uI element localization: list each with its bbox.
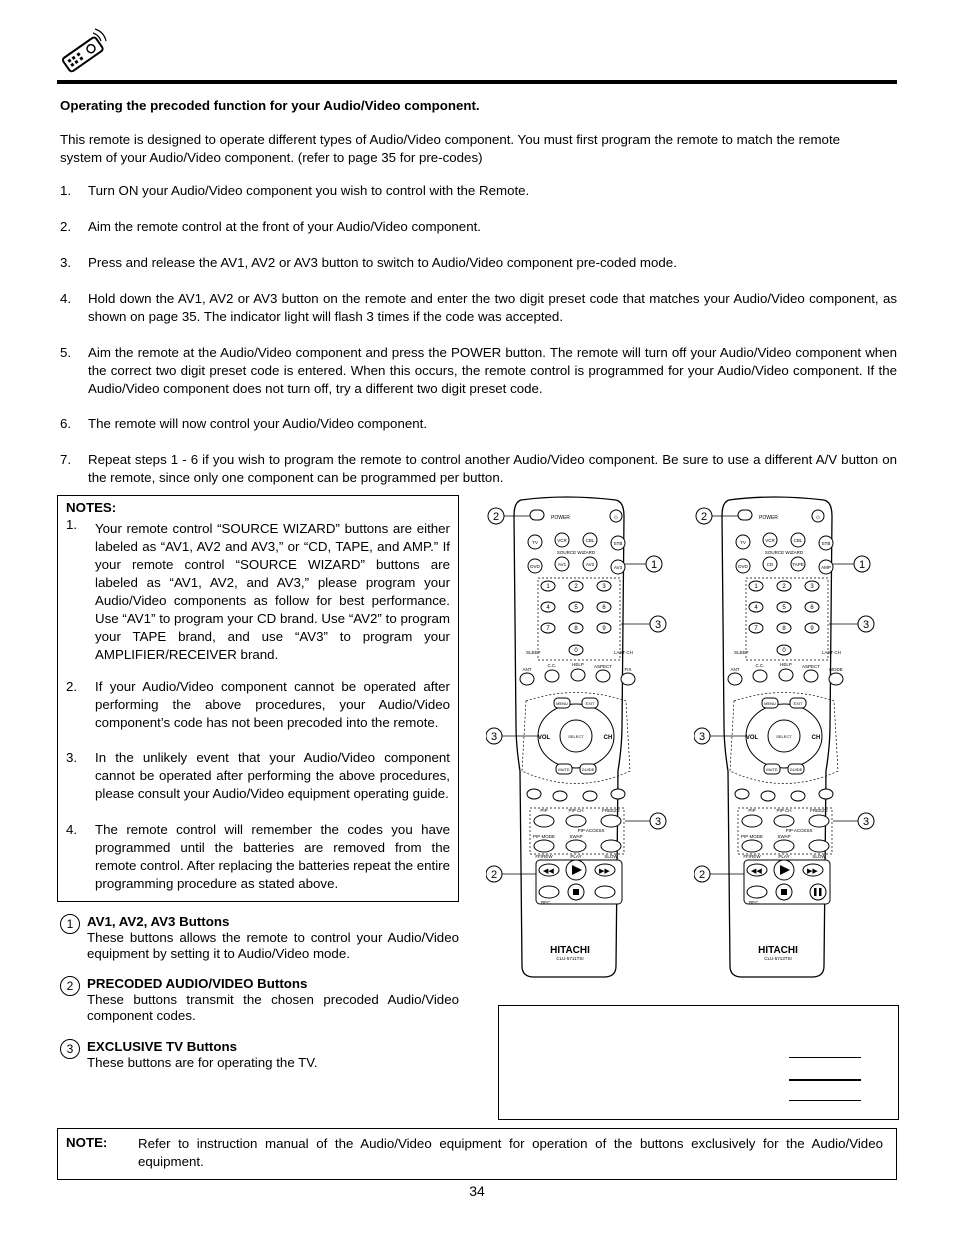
svg-text:ANT: ANT (522, 667, 532, 672)
svg-text:ANT: ANT (730, 667, 740, 672)
note-label: NOTE: (66, 1135, 108, 1150)
svg-text:HELP: HELP (780, 662, 792, 667)
remote-diagram-av (486, 496, 676, 981)
svg-text:SELECT: SELECT (568, 734, 584, 739)
remote-diagram-cd-tape-amp (694, 496, 884, 981)
svg-text:VOL: VOL (537, 735, 551, 741)
callout-marker: 1 (60, 914, 80, 934)
step-item (60, 415, 897, 433)
stop-icon (573, 889, 579, 895)
step-number: 2. (60, 219, 72, 234)
svg-text:PIP MODE: PIP MODE (741, 834, 763, 839)
svg-text:8: 8 (574, 626, 578, 632)
svg-text:EXIT: EXIT (793, 701, 803, 706)
svg-text:TAPE: TAPE (792, 562, 804, 567)
blank-info-box (498, 1005, 899, 1120)
svg-text:1: 1 (858, 559, 866, 571)
step-item (60, 254, 897, 272)
svg-text:SWAP: SWAP (777, 834, 791, 839)
step-text: Aim the remote at the Audio/Video component and press the POWER button. The remote will turn off your Audio/Video component when the correct two digit preset code is entered. When this occurs, the remote control is programmed for your Audio/Video component. If the Audio/Video component does not turn off, try a different two digit preset code. (88, 345, 897, 396)
svg-text:TV: TV (532, 540, 538, 545)
callout-marker (858, 616, 874, 632)
step-number: 6. (60, 416, 72, 431)
callout-marker (854, 556, 870, 572)
callout-marker (696, 508, 712, 524)
blank-line (789, 1100, 861, 1101)
step-item (60, 344, 897, 398)
svg-text:3: 3 (490, 731, 498, 743)
svg-text:2: 2 (700, 511, 708, 523)
svg-text:SLEEP: SLEEP (526, 650, 541, 655)
svg-text:1: 1 (754, 584, 758, 590)
model-label: CLU-5711TSI (556, 956, 584, 961)
svg-text:GUIDE: GUIDE (789, 767, 803, 772)
svg-text:FF/REW: FF/REW (535, 854, 553, 859)
note-text: Your remote control “SOURCE WIZARD” buttons are either labeled as “AV1, AV2 and AV3,” or “CD, TAPE, and AMP.” If your remote control “SOURCE WIZARD” buttons are labeled as “AV1, AV2, and AV3,” please program your Audio/Video components as follow for best performance. Use “AV1” to program your CD brand. Use “AV2” to program your TAPE brand, and use “AV3” to program your AMPLIFIER/RECEIVER brand. (95, 521, 450, 662)
svg-text:2: 2 (574, 584, 578, 590)
fast-forward-icon: ▶▶ (599, 868, 610, 875)
svg-text:TV: TV (740, 540, 746, 545)
callout-marker (858, 813, 874, 829)
svg-text:5: 5 (574, 605, 578, 611)
svg-text:MENU: MENU (556, 701, 568, 706)
svg-text:CBL: CBL (585, 538, 595, 543)
svg-text:AV2: AV2 (585, 562, 595, 567)
svg-text:MUTE: MUTE (766, 767, 778, 772)
svg-text:C.C.: C.C. (547, 663, 557, 668)
svg-text:3: 3 (862, 816, 870, 828)
svg-text:HELP: HELP (572, 662, 584, 667)
note-number: 1. (66, 517, 78, 532)
note-number: 4. (66, 822, 78, 837)
callout-marker: 2 (60, 976, 80, 996)
power-label: POWER (551, 515, 570, 521)
svg-text:PLAY: PLAY (778, 854, 790, 859)
svg-text:AMP: AMP (821, 565, 831, 570)
svg-text:PLAY: PLAY (570, 854, 582, 859)
svg-text:VCR: VCR (557, 538, 567, 543)
note-number: 2. (66, 679, 78, 694)
svg-text:3: 3 (698, 731, 706, 743)
step-text: The remote will now control your Audio/Video component. (88, 416, 428, 431)
legend-title: PRECODED AUDIO/VIDEO Buttons (87, 976, 308, 991)
svg-text:AV1: AV1 (557, 562, 567, 567)
svg-text:FREEZE: FREEZE (810, 808, 828, 813)
header-rule (57, 80, 897, 84)
svg-text:AV3: AV3 (613, 565, 623, 570)
svg-text:C.C.: C.C. (755, 663, 765, 668)
svg-text:PIP CH: PIP CH (776, 808, 792, 813)
svg-text:LAST CH: LAST CH (614, 650, 633, 655)
callout-marker (650, 616, 666, 632)
svg-text:PIP ACCESS: PIP ACCESS (785, 828, 813, 833)
note-text: The remote control will remember the codes you have programmed until the batteries are removed from the remote control. After replacing the batteries repeat the entire programming procedure as stated above. (95, 822, 450, 891)
intro-paragraph (60, 131, 897, 167)
power-icon: ☼ (814, 514, 822, 521)
note-text: Refer to instruction manual of the Audio/Video equipment for operation of the buttons exclusively for the Audio/Video equipment. (138, 1136, 883, 1169)
svg-text:3: 3 (602, 584, 606, 590)
step-text: Repeat steps 1 - 6 if you wish to program the remote to control another Audio/Video component. Be sure to use a different A/V button on the remote, since only one component can be programmed per button. (88, 452, 897, 485)
svg-text:0: 0 (782, 648, 786, 654)
step-number: 3. (60, 255, 72, 270)
step-item (60, 182, 897, 200)
pause-icon (814, 888, 817, 896)
svg-text:EXIT: EXIT (585, 701, 595, 706)
svg-text:STB: STB (821, 541, 831, 546)
brand-logo: HITACHI (758, 945, 798, 956)
svg-text:FF/REW: FF/REW (743, 854, 761, 859)
svg-text:SLOW: SLOW (604, 854, 618, 859)
svg-text:5: 5 (782, 605, 786, 611)
step-text: Hold down the AV1, AV2 or AV3 button on the remote and enter the two digit preset code that matches your Audio/Video component, as shown on page 35. The indicator light will flash 3 times if the code was accepted. (88, 291, 897, 324)
callout-marker: 3 (60, 1039, 80, 1059)
svg-text:3: 3 (654, 816, 662, 828)
svg-text:4: 4 (754, 605, 758, 611)
page-number: 34 (469, 1183, 485, 1199)
svg-text:CH: CH (811, 735, 821, 741)
svg-text:6: 6 (810, 605, 814, 611)
legend-item (60, 976, 460, 1026)
svg-text:CH: CH (603, 735, 613, 741)
svg-text:7: 7 (754, 626, 758, 632)
svg-text:SOURCE WIZARD: SOURCE WIZARD (764, 550, 804, 555)
legend-text: These buttons are for operating the TV. (87, 1055, 318, 1070)
svg-text:CBL: CBL (793, 538, 803, 543)
step-text: Aim the remote control at the front of your Audio/Video component. (88, 219, 481, 234)
blank-line (789, 1079, 861, 1081)
brand-logo: HITACHI (550, 945, 590, 956)
legend-text: These buttons allows the remote to control your Audio/Video equipment by setting it to Audio/Video mode. (87, 930, 459, 961)
svg-text:8: 8 (782, 626, 786, 632)
legend-item (60, 1039, 460, 1079)
svg-text:GUIDE: GUIDE (581, 767, 595, 772)
svg-text:1: 1 (546, 584, 550, 590)
power-icon: ☼ (612, 514, 620, 521)
callout-marker (646, 556, 662, 572)
svg-text:PIP: PIP (748, 808, 756, 813)
bottom-note-box (57, 1128, 897, 1180)
legend-text: These buttons transmit the chosen precoded Audio/Video component codes. (87, 992, 459, 1023)
legend-item (60, 914, 460, 964)
svg-text:SELECT: SELECT (776, 734, 792, 739)
svg-text:3: 3 (654, 619, 662, 631)
intro-line: system of your Audio/Video component. (refer to page 35 for pre-codes) (60, 150, 483, 165)
svg-text:SLEEP: SLEEP (734, 650, 749, 655)
step-number: 1. (60, 183, 72, 198)
note-text: In the unlikely event that your Audio/Video component cannot be operated after performing the above procedures, please consult your Audio/Video equipment operating guide. (95, 750, 450, 801)
svg-text:POWER: POWER (759, 515, 778, 521)
svg-text:3: 3 (810, 584, 814, 590)
legend-title: EXCLUSIVE TV Buttons (87, 1039, 237, 1054)
svg-text:REC: REC (749, 900, 759, 905)
source-wizard-label: SOURCE WIZARD (556, 550, 596, 555)
svg-text:MUTE: MUTE (558, 767, 570, 772)
svg-text:9: 9 (810, 626, 814, 632)
svg-text:FREEZE: FREEZE (602, 808, 620, 813)
svg-text:2: 2 (490, 869, 498, 881)
svg-text:DVD: DVD (530, 564, 540, 569)
svg-text:9: 9 (602, 626, 606, 632)
step-text: Turn ON your Audio/Video component you wish to control with the Remote. (88, 183, 530, 198)
svg-text:2: 2 (698, 869, 706, 881)
callout-marker (486, 728, 502, 744)
svg-text:DVD: DVD (738, 564, 748, 569)
step-number: 5. (60, 345, 72, 360)
svg-text:MENU: MENU (764, 701, 776, 706)
step-item (60, 218, 897, 236)
callout-marker (486, 866, 502, 882)
svg-text:MODE: MODE (829, 667, 843, 672)
blank-line (789, 1057, 861, 1058)
rewind-icon: ◀◀ (751, 868, 762, 875)
stop-icon (781, 889, 787, 895)
svg-text:FIX: FIX (624, 667, 632, 672)
rewind-icon: ◀◀ (543, 868, 554, 875)
intro-line: This remote is designed to operate different types of Audio/Video component. You must first program the remote to match the remote (60, 132, 841, 147)
svg-text:VCR: VCR (765, 538, 775, 543)
svg-text:2: 2 (782, 584, 786, 590)
callout-marker (694, 866, 710, 882)
svg-text:2: 2 (492, 511, 500, 523)
remote-control-icon (55, 25, 110, 80)
svg-text:4: 4 (546, 605, 550, 611)
svg-text:STB: STB (613, 541, 623, 546)
svg-text:ASPECT: ASPECT (801, 664, 821, 669)
svg-text:PIP MODE: PIP MODE (533, 834, 555, 839)
step-item (60, 290, 897, 326)
svg-text:3: 3 (862, 619, 870, 631)
svg-text:6: 6 (602, 605, 606, 611)
fast-forward-icon: ▶▶ (807, 868, 818, 875)
svg-text:7: 7 (546, 626, 550, 632)
svg-text:PIP CH: PIP CH (568, 808, 584, 813)
legend-title: AV1, AV2, AV3 Buttons (87, 914, 230, 929)
callout-marker (694, 728, 710, 744)
notes-title: NOTES: (66, 500, 117, 515)
note-text: If your Audio/Video component cannot be operated after performing the above procedures, your Audio/Video component’s code has not been precoded into the remote. (95, 679, 450, 730)
note-number: 3. (66, 750, 78, 765)
svg-text:PIP ACCESS: PIP ACCESS (577, 828, 605, 833)
section-heading: Operating the precoded function for your Audio/Video component. (60, 98, 480, 113)
svg-text:1: 1 (650, 559, 658, 571)
callout-marker (488, 508, 504, 524)
step-text: Press and release the AV1, AV2 or AV3 button to switch to Audio/Video component pre-coded mode. (88, 255, 677, 270)
svg-text:0: 0 (574, 648, 578, 654)
svg-text:ASPECT: ASPECT (593, 664, 613, 669)
svg-text:CD: CD (766, 562, 774, 567)
step-number: 4. (60, 291, 72, 306)
model-label: CLU-5713TSI (764, 956, 792, 961)
notes-box (57, 495, 459, 902)
svg-text:VOL: VOL (745, 735, 759, 741)
step-item (60, 451, 897, 487)
svg-text:REC: REC (541, 900, 551, 905)
svg-text:SWAP: SWAP (569, 834, 583, 839)
callout-marker (650, 813, 666, 829)
svg-text:SLOW: SLOW (812, 854, 826, 859)
svg-text:LAST CH: LAST CH (822, 650, 841, 655)
step-number: 7. (60, 452, 72, 467)
svg-text:PIP: PIP (540, 808, 548, 813)
